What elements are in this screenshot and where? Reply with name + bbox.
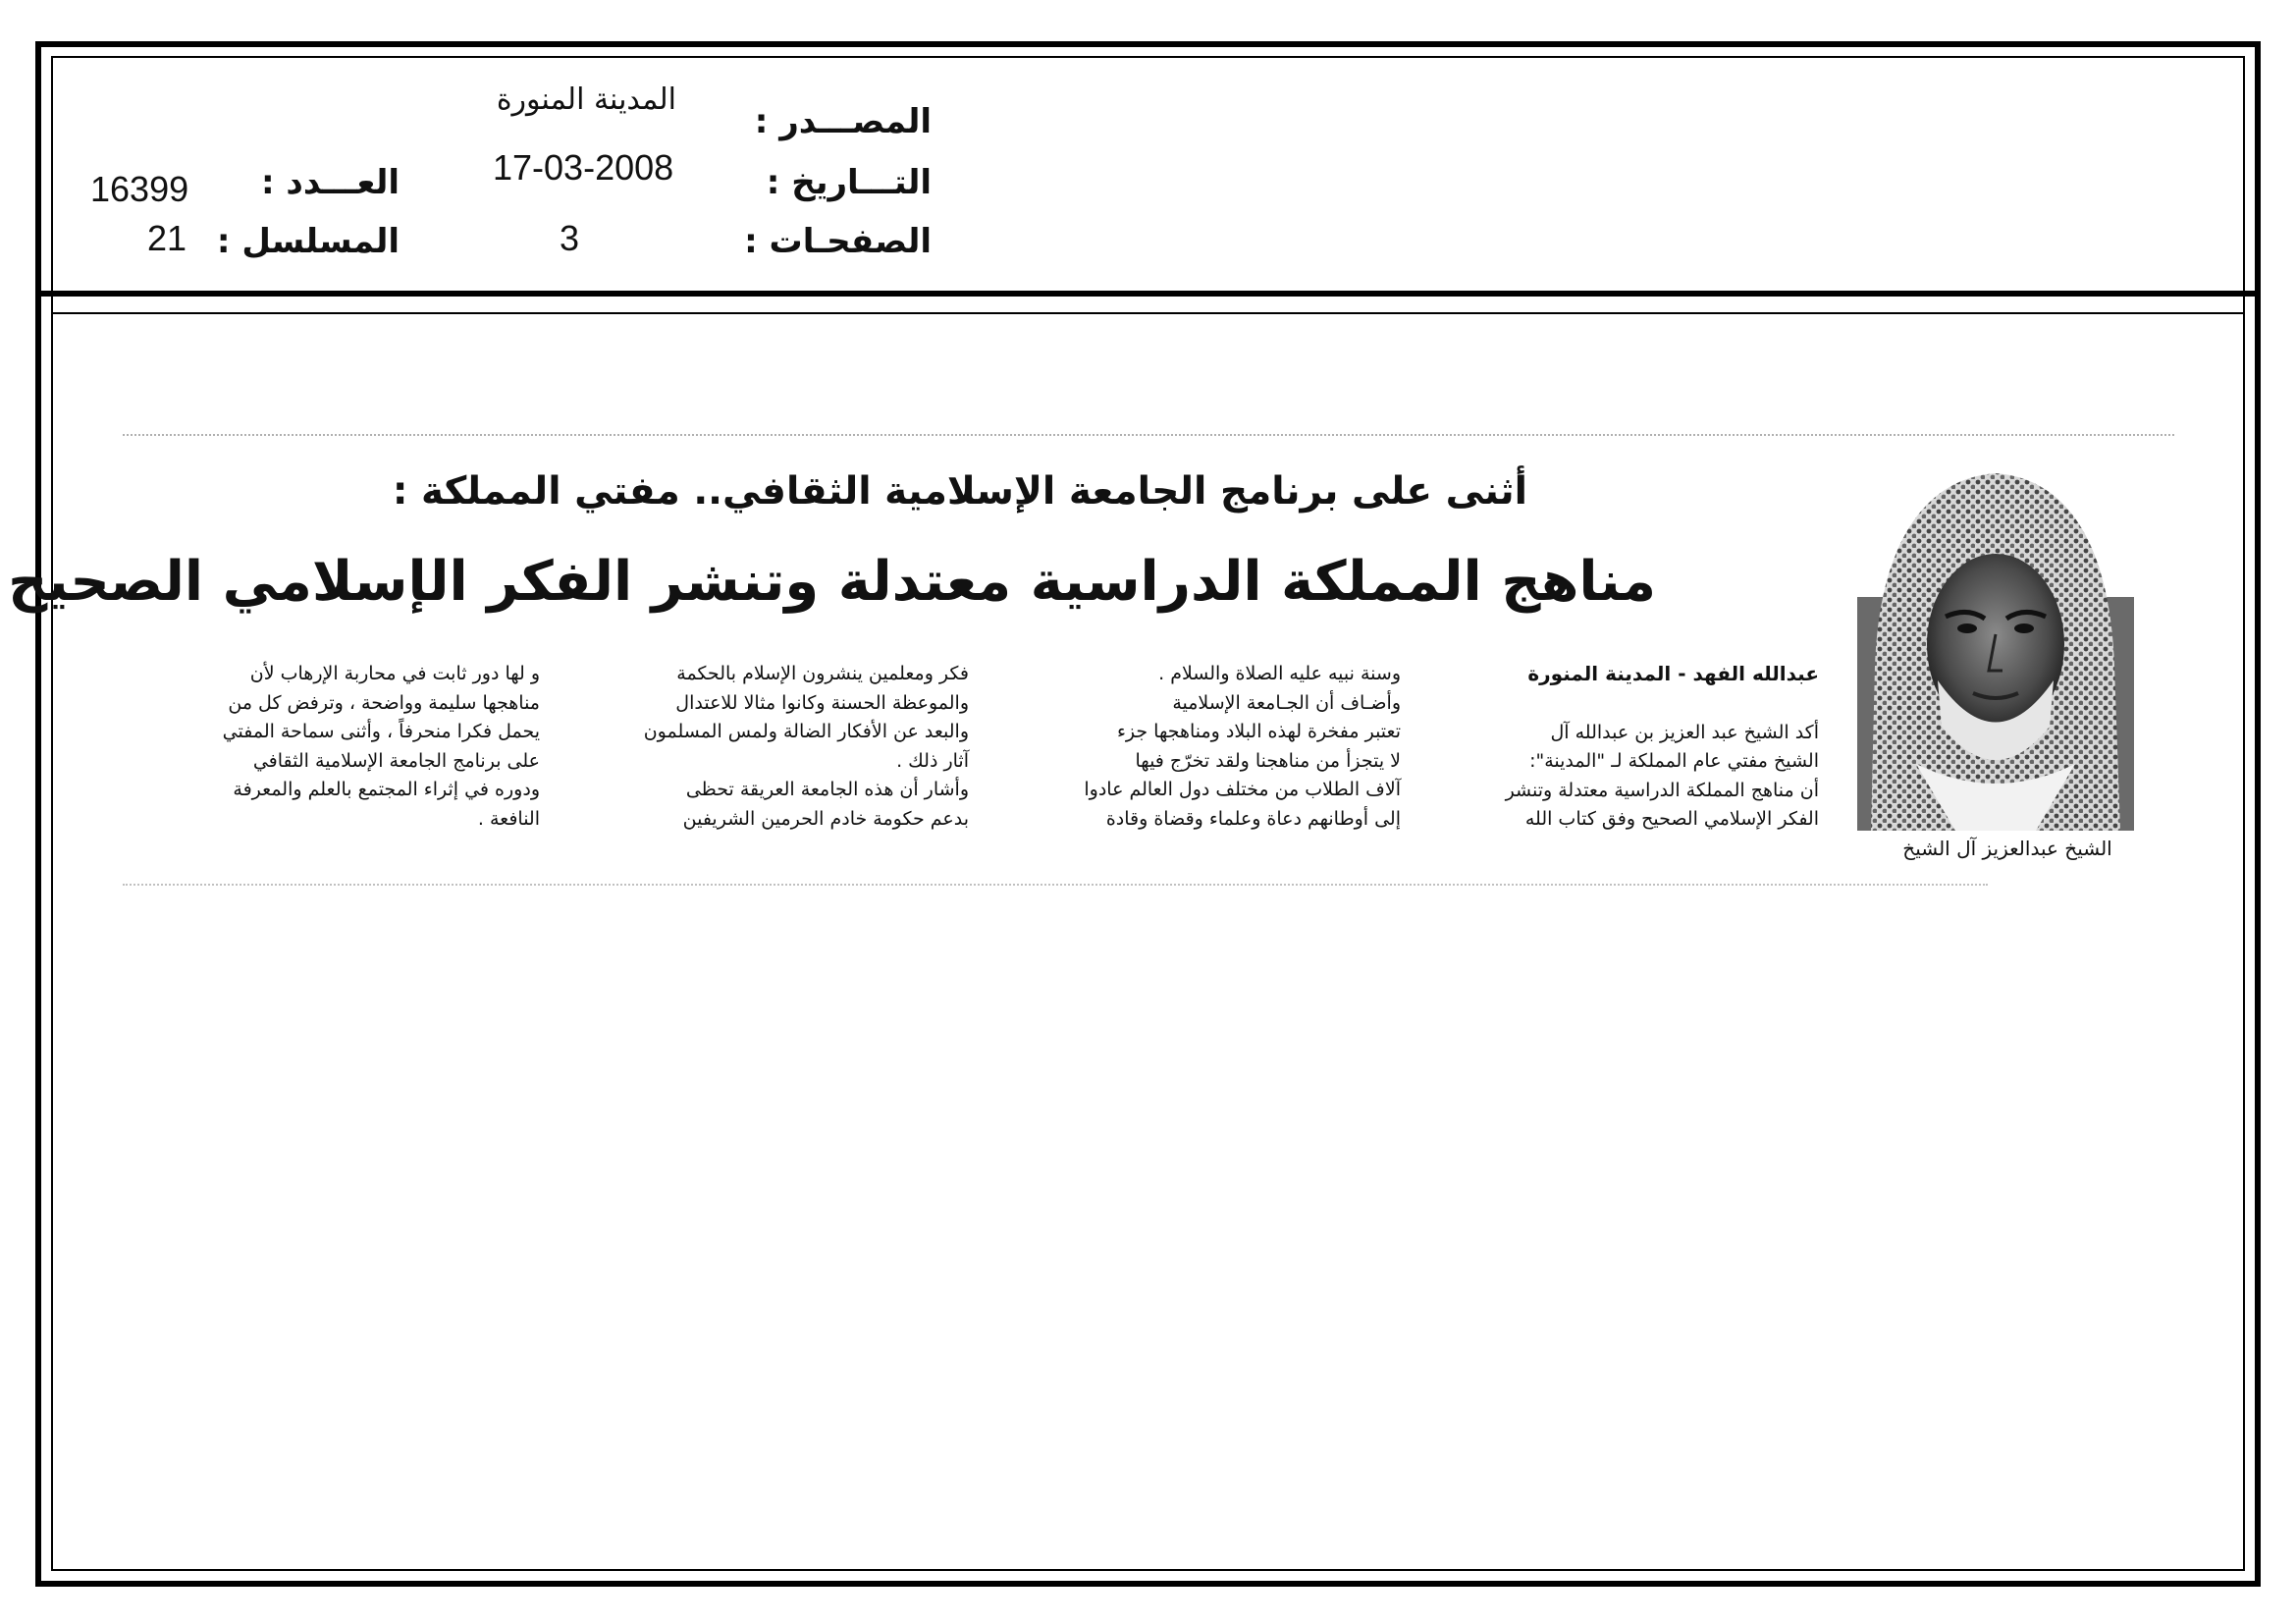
column-line: تعتبر مفخرة لهذه البلاد ومناهجها جزء [1116,721,1401,742]
column-line: الفكر الإسلامي الصحيح وفق كتاب الله [1524,808,1819,830]
column-line: آلاف الطلاب من مختلف دول العالم عادوا [1084,779,1401,800]
photo-caption: الشيخ عبدالعزيز آل الشيخ [1902,837,2112,860]
article-column-1 [1418,660,1819,835]
column-line: وسنة نبيه عليه الصلاة والسلام . [1158,663,1401,684]
column-line: أكد الشيخ عبد العزيز بن عبدالله آل [1550,721,1819,743]
column-line: النافعة . [477,807,540,830]
source-label: المصـــدر : [754,102,932,141]
header-divider [39,291,2257,297]
pages-label: الصفحـات : [744,222,932,261]
article-kicker: أثنى على برنامج الجامعة الإسلامية الثقافي.. مفتي المملكة : [392,469,1527,514]
date-value: 17-03-2008 [493,147,674,188]
article-column-2 [998,660,1401,834]
column-line: مناهجها سليمة وواضحة ، وترفض كل من [228,691,540,714]
column-line: والبعد عن الأفكار الضالة ولمس المسلمون [643,721,969,742]
column-line: وأضـاف أن الجـامعة الإسلامية [1172,691,1401,714]
column-line: إلى أوطانهم دعاة وعلماء وقضاة وقادة [1105,807,1401,830]
article-column-3 [571,660,969,834]
column-line: أن مناهج المملكة الدراسية معتدلة وتنشر [1505,779,1819,801]
column-line: على برنامج الجامعة الإسلامية الثقافي [252,749,540,772]
clipping-bottom-edge [123,884,1988,886]
column-line: فكر ومعلمين ينشرون الإسلام بالحكمة [676,663,969,684]
article-column-4 [128,660,540,834]
article-headline: مناهج المملكة الدراسية معتدلة وتنشر الفكر الإسلامي الصحيح [8,550,1656,614]
issue-value: 16399 [90,169,189,209]
column-line: آثار ذلك . [896,749,969,772]
clipping-top-edge [123,434,2174,436]
serial-label: المسلسل : [216,222,400,261]
source-value: المدينة المنورة [496,82,676,117]
article-byline: عبدالله الفهد - المدينة المنورة [1527,662,1819,685]
pages-value: 3 [560,218,580,258]
column-line: يحمل فكرا منحرفاً ، وأثنى سماحة المفتي [222,721,540,742]
column-line: والموعظة الحسنة وكانوا مثالا للاعتدال [675,691,969,714]
column-line: بدعم حكومة خادم الحرمين الشريفين [682,807,969,830]
column-line: و لها دور ثابت في محاربة الإرهاب لأن [249,663,540,684]
serial-value: 21 [147,218,187,258]
date-label: التـــاريخ : [766,163,932,202]
header-divider-thin [51,312,2245,314]
portrait-photo [1857,469,2134,831]
issue-label: العـــدد : [261,163,400,202]
column-line: وأشار أن هذه الجامعة العريقة تحظى [685,779,969,800]
column-line: الشيخ مفتي عام المملكة لـ "المدينة": [1529,750,1819,772]
column-line: لا يتجزأ من مناهجنا ولقد تخرّج فيها [1135,749,1401,772]
column-line: ودوره في إثراء المجتمع بالعلم والمعرفة [233,779,540,800]
